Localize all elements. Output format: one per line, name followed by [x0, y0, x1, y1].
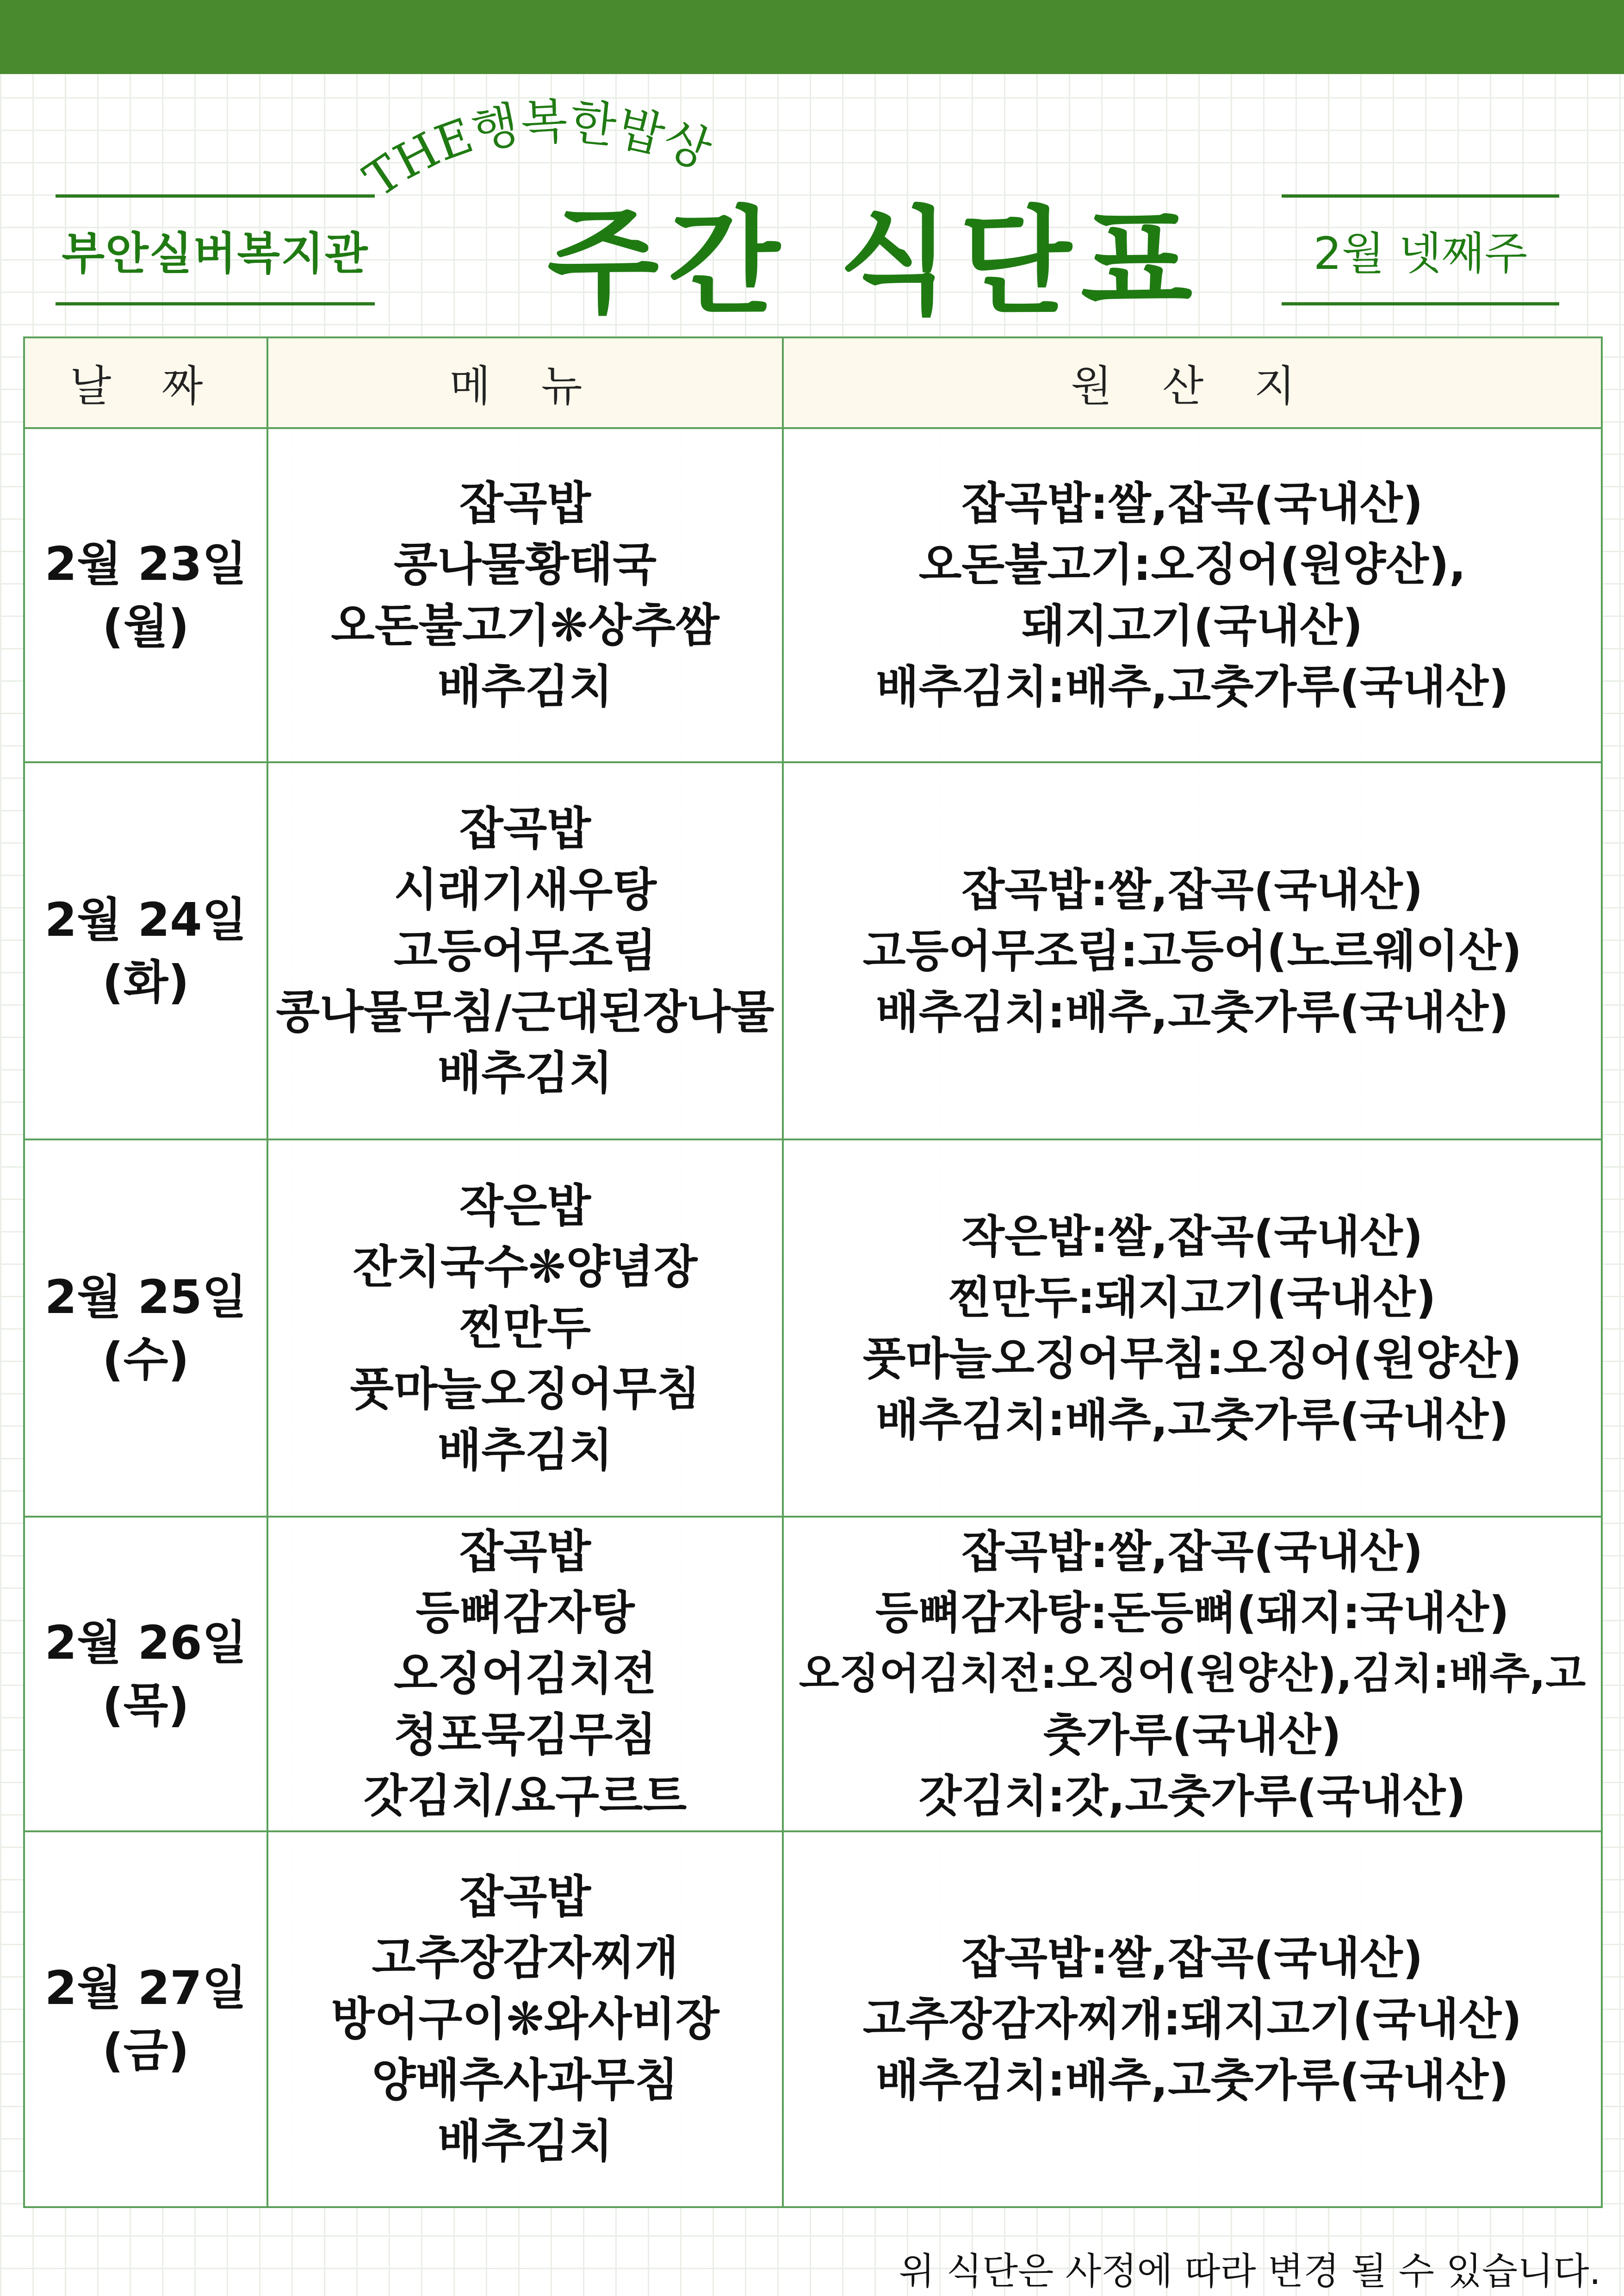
menu-item: 잡곡밥 [459, 1525, 591, 1578]
menu-item: 잡곡밥 [459, 477, 591, 530]
table-row [24, 1517, 1602, 1831]
origin-line: 등뼈감자탕:돈등뼈(돼지:국내산) [875, 1587, 1510, 1639]
date-cell [24, 428, 267, 762]
origin-line: 오돈불고기:오징어(원양산), [918, 539, 1466, 591]
arc-subtitle-text: THE행복한밥상 [354, 93, 719, 208]
table-row [24, 1831, 1602, 2207]
menu-item: 청포묵김무침 [393, 1709, 657, 1761]
menu-item: 고등어무조림 [393, 924, 657, 977]
date-text: 2월 23일 [44, 537, 247, 591]
menu-item: 시래기새우탕 [393, 863, 657, 916]
date-cell [24, 762, 267, 1139]
menu-cell [267, 428, 783, 762]
organization-name: 부안실버복지관 [56, 194, 375, 305]
origin-line: 잡곡밥:쌀,잡곡(국내산) [961, 864, 1423, 916]
origin-line: 고등어무조림:고등어(노르웨이산) [862, 925, 1522, 977]
table-row [24, 1139, 1602, 1517]
menu-item: 갓김치/요구르트 [363, 1770, 687, 1823]
origin-line: 작은밥:쌀,잡곡(국내산) [961, 1210, 1423, 1263]
page-title: 주간 식단표 [547, 195, 1202, 330]
menu-cell [267, 1517, 783, 1831]
table-header-row [24, 337, 1602, 428]
weekly-menu-table [23, 336, 1603, 2208]
origin-line: 배추김치:배추,고춧가루(국내산) [875, 2054, 1509, 2106]
menu-item: 오징어김치전 [393, 1648, 657, 1700]
origin-line: 잡곡밥:쌀,잡곡(국내산) [961, 478, 1423, 529]
origin-cell [783, 1517, 1602, 1831]
menu-item: 배추김치 [437, 1046, 613, 1100]
column-header-date: 날 짜 [24, 337, 267, 428]
origin-line: 춧가루(국내산) [1043, 1709, 1342, 1761]
origin-line: 찐만두:돼지고기(국내산) [948, 1271, 1436, 1324]
menu-item: 배추김치 [437, 660, 613, 713]
menu-cell [267, 1139, 783, 1517]
origin-cell [783, 1831, 1602, 2207]
origin-line: 배추김치:배추,고춧가루(국내산) [875, 1394, 1509, 1446]
origin-line: 잡곡밥:쌀,잡곡(국내산) [961, 1526, 1423, 1578]
menu-cell [267, 762, 783, 1139]
date-cell [24, 1517, 267, 1831]
menu-item: 잡곡밥 [459, 1871, 591, 1923]
menu-item: 작은밥 [459, 1179, 591, 1232]
origin-line: 갓김치:갓,고춧가루(국내산) [918, 1770, 1466, 1822]
date-text: 2월 25일 [44, 1269, 247, 1324]
change-notice: 위 식단은 사정에 따라 변경 될 수 있습니다. [899, 2249, 1601, 2293]
day-text: (화) [102, 955, 189, 1009]
menu-item: 방어구이❋와사비장 [331, 1993, 719, 2046]
date-text: 2월 27일 [44, 1961, 247, 2015]
origin-line: 풋마늘오징어무침:오징어(원양산) [862, 1332, 1522, 1385]
menu-item: 배추김치 [437, 2115, 613, 2168]
menu-item: 잡곡밥 [459, 802, 591, 855]
table-row [24, 762, 1602, 1139]
origin-line: 돼지고기(국내산) [1022, 600, 1363, 652]
date-cell [24, 1831, 267, 2207]
origin-cell [783, 762, 1602, 1139]
origin-line: 오징어김치전:오징어(원양산),김치:배추,고 [799, 1649, 1586, 1698]
menu-item: 배추김치 [437, 1424, 613, 1477]
origin-line: 고추장감자찌개:돼지고기(국내산) [862, 1993, 1522, 2045]
date-text: 2월 24일 [44, 892, 247, 947]
column-header-origin: 원 산 지 [783, 337, 1602, 428]
menu-item: 등뼈감자탕 [415, 1587, 635, 1639]
origin-line: 배추김치:배추,고춧가루(국내산) [875, 986, 1509, 1038]
origin-cell [783, 428, 1602, 762]
menu-item: 잔치국수❋양념장 [353, 1240, 698, 1294]
origin-line: 배추김치:배추,고춧가루(국내산) [875, 661, 1509, 713]
column-header-menu: 메 뉴 [267, 337, 783, 428]
table-row [24, 428, 1602, 762]
date-cell [24, 1139, 267, 1517]
day-text: (금) [102, 2023, 189, 2078]
origin-line: 잡곡밥:쌀,잡곡(국내산) [961, 1932, 1423, 1984]
origin-cell [783, 1139, 1602, 1517]
menu-item: 풋마늘오징어무침 [350, 1363, 700, 1416]
menu-item: 고추장감자찌개 [372, 1932, 679, 1985]
menu-item: 콩나물무침/근대된장나물 [276, 985, 775, 1039]
menu-item: 오돈불고기❋상추쌈 [331, 599, 719, 652]
menu-cell [267, 1831, 783, 2207]
date-text: 2월 26일 [44, 1616, 247, 1670]
top-color-bar [0, 0, 1624, 74]
menu-item: 콩나물황태국 [393, 538, 657, 591]
week-label: 2월 넷째주 [1282, 194, 1559, 305]
day-text: (목) [102, 1678, 189, 1732]
day-text: (수) [102, 1332, 189, 1387]
menu-item: 찐만두 [459, 1301, 591, 1355]
day-text: (월) [102, 599, 189, 653]
menu-item: 양배추사과무침 [372, 2054, 679, 2107]
